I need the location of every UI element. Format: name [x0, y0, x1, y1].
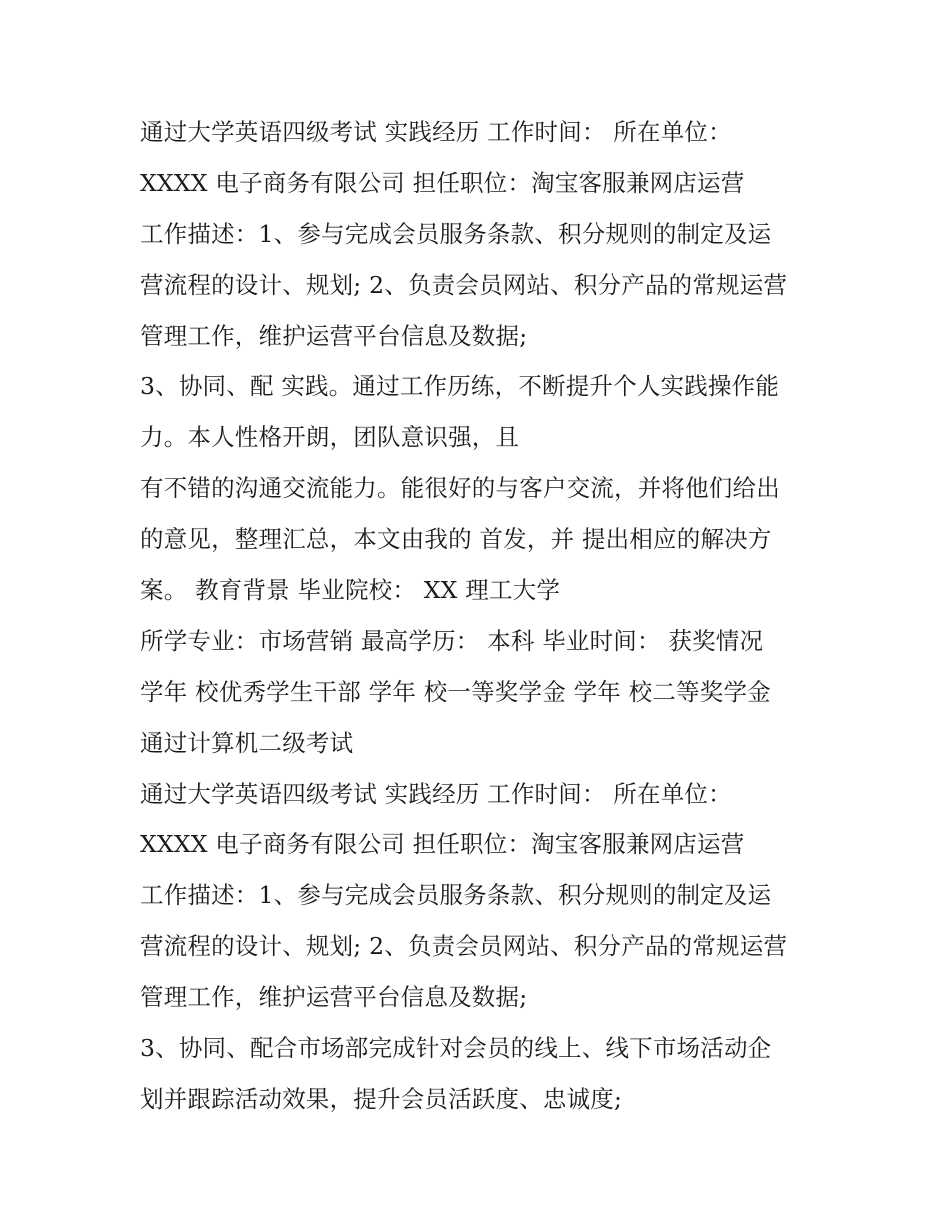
text-line: 3、协同、配合市场部完成针对会员的线上、线下市场活动企 [140, 1034, 772, 1063]
text-line: 有不错的沟通交流能力。能很好的与客户交流，并将他们给出 [140, 474, 780, 503]
text-line: 通过计算机二级考试 [140, 728, 354, 757]
text-line: 的意见，整理汇总，本文由我的 首发，并 提出相应的解决方 [140, 525, 772, 554]
text-line: 管理工作，维护运营平台信息及数据; [140, 321, 528, 350]
text-line: 工作描述：1、参与完成会员服务条款、积分规则的制定及运 [140, 219, 772, 248]
text-line: 营流程的设计、规划; 2、负责会员网站、积分产品的常规运营 [140, 270, 788, 299]
text-line: 学年 校优秀学生干部 学年 校一等奖学金 学年 校二等奖学金 [140, 677, 771, 706]
text-line: XXXX 电子商务有限公司 担任职位：淘宝客服兼网店运营 [140, 168, 745, 197]
text-line: 所学专业：市场营销 最高学历： 本科 毕业时间： 获奖情况 [140, 626, 764, 655]
text-line: 3、协同、配 实践。通过工作历练，不断提升个人实践操作能 [140, 372, 780, 401]
text-line: 营流程的设计、规划; 2、负责会员网站、积分产品的常规运营 [140, 932, 788, 961]
text-line: 管理工作，维护运营平台信息及数据; [140, 983, 528, 1012]
text-line: 通过大学英语四级考试 实践经历 工作时间： 所在单位： [140, 779, 732, 808]
text-line: 通过大学英语四级考试 实践经历 工作时间： 所在单位： [140, 118, 732, 146]
text-line: 力。本人性格开朗，团队意识强，且 [140, 423, 520, 452]
text-line: XXXX 电子商务有限公司 担任职位：淘宝客服兼网店运营 [140, 830, 745, 859]
text-line: 案。 教育背景 毕业院校： XX 理工大学 [140, 576, 561, 605]
text-line: 划并跟踪活动效果，提升会员活跃度、忠诚度; [140, 1084, 623, 1113]
text-line: 工作描述：1、参与完成会员服务条款、积分规则的制定及运 [140, 881, 772, 910]
document-text-body [140, 107, 830, 1125]
